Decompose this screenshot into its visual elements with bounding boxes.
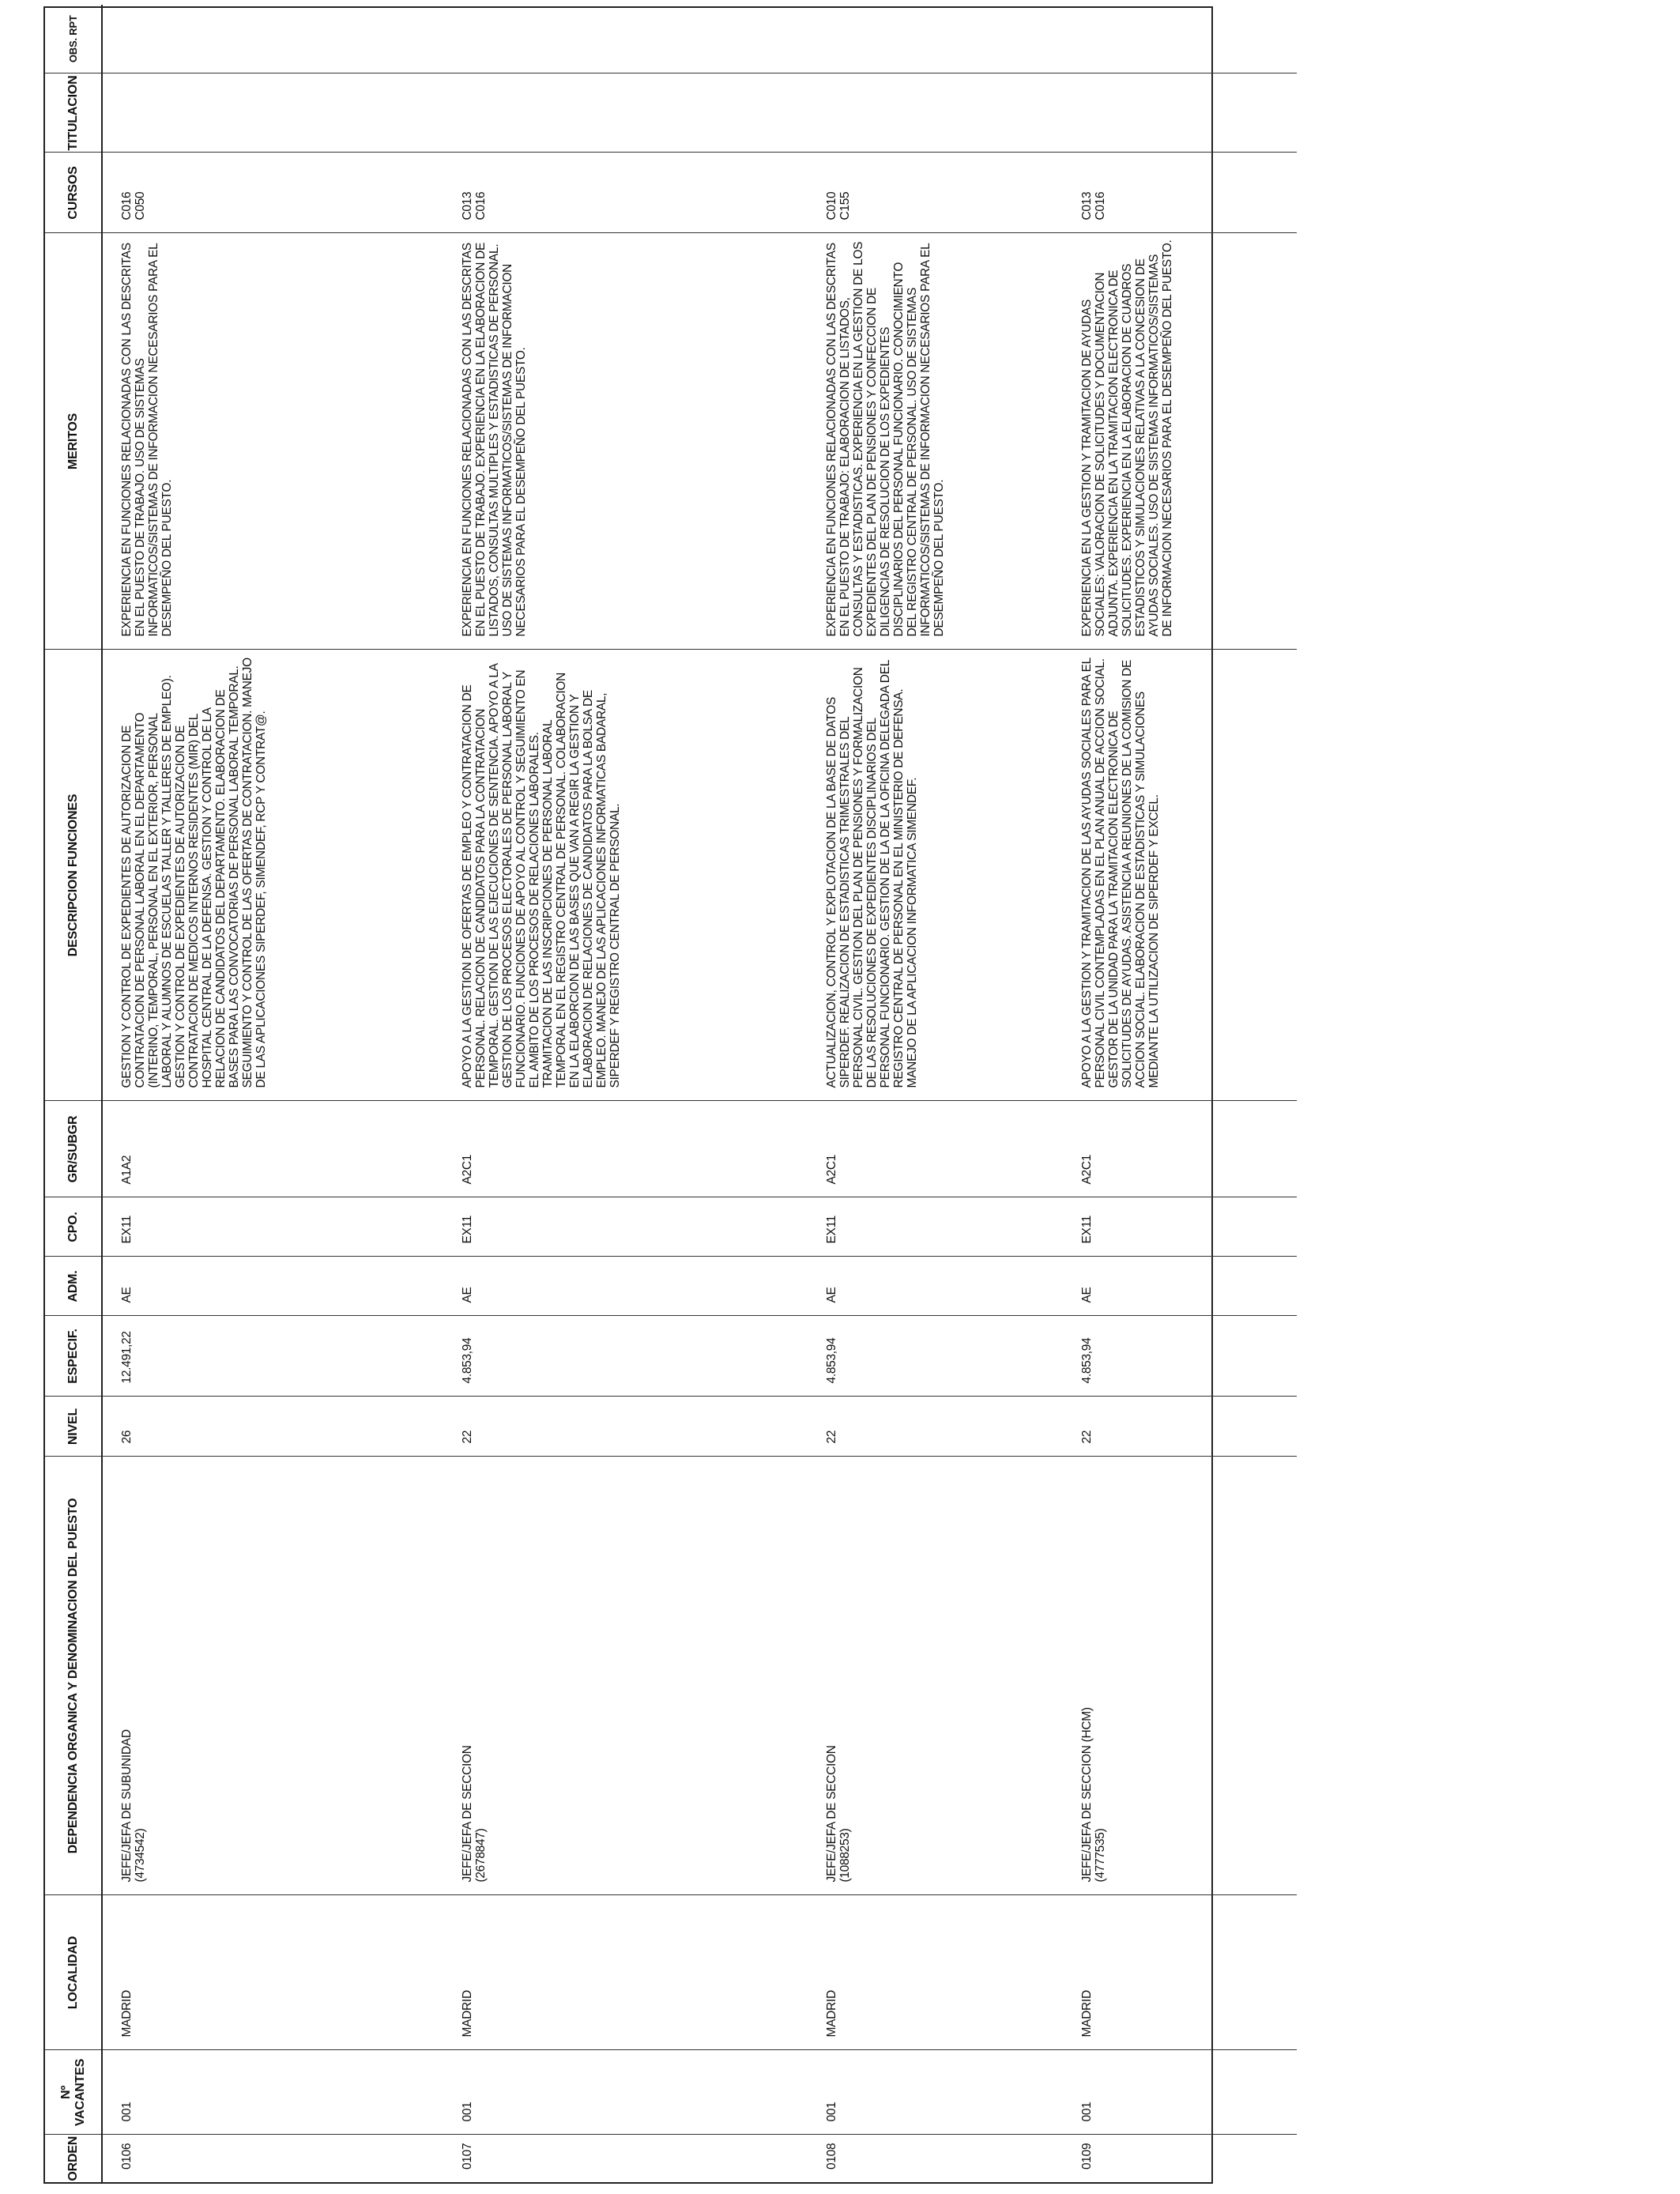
header-vacantes: Nº VACANTES <box>45 2050 102 2135</box>
cell-localidad: MADRID <box>443 1895 808 2050</box>
cell-vacantes: 001 <box>443 2050 808 2135</box>
header-adm: ADM. <box>45 1257 102 1316</box>
header-obs: OBS. RPT <box>45 5 102 74</box>
cell-nivel: 22 <box>808 1397 1063 1457</box>
header-funciones: DESCRIPCION FUNCIONES <box>45 650 102 1101</box>
cell-obs <box>443 5 808 74</box>
course-code: C155 <box>838 191 852 221</box>
cell-grupo: A1A2 <box>102 1101 443 1197</box>
course-code: C050 <box>134 191 147 221</box>
cell-obs <box>808 5 1063 74</box>
cell-funciones: APOYO A LA GESTION Y TRAMITACION DE LAS AYUDAS SOCIALES PARA EL PERSONAL CIVIL CONTEMPLADAS EN EL PLAN ANUAL DE ACCION SOCIAL. GESTOR DE LA UNIDAD PARA LA TRAMITACION ELECTRONICA DE SOLICITUDES DE AYUDAS. ASISTENCIA A REUNIONES DE LA COMISION DE ACCION SOCIAL. ELABORACION DE ESTADISTICAS Y SIMULACIONES MEDIANTE LA UTILIZACION DE SIPERDEF Y EXCEL. <box>1063 650 1297 1101</box>
cell-cursos <box>808 153 1063 233</box>
puesto-name: JEFE/JEFA DE SECCION <box>825 1745 838 1883</box>
puesto-code: (2678847) <box>474 1828 488 1883</box>
course-code: C016 <box>474 191 488 221</box>
cell-grupo: A2C1 <box>443 1101 808 1197</box>
puesto-code: (4734542) <box>134 1828 147 1883</box>
cell-obs <box>102 5 443 74</box>
cell-cpo: EX11 <box>808 1197 1063 1257</box>
course-code: C010 <box>825 191 838 221</box>
header-dependencia: DEPENDENCIA ORGANICA Y DENOMINACION DEL PUESTO <box>45 1457 102 1895</box>
header-grupo: GR/SUBGR <box>45 1101 102 1197</box>
cell-adm: AE <box>808 1257 1063 1316</box>
cell-especif: 4.853,94 <box>443 1316 808 1397</box>
cell-adm: AE <box>443 1257 808 1316</box>
header-orden: ORDEN <box>45 2135 102 2182</box>
cell-puesto <box>1063 1457 1297 1895</box>
cell-puesto <box>443 1457 808 1895</box>
header-nivel: NIVEL <box>45 1397 102 1457</box>
cell-funciones: GESTION Y CONTROL DE EXPEDIENTES DE AUTORIZACION DE CONTRATACION DE PERSONAL LABORAL EN EL DEPARTAMENTO (INTERINO, TEMPORAL, PERSONAL EN EL EXTERIOR, PERSONAL LABORAL Y ALUMNOS DE ESCUELAS TALLER Y TALLERES DE EMPLEO). GESTION Y CONTROL DE EXPEDIENTES DE AUTORIZACION DE CONTRATACION DE MEDICOS INTERNOS RESIDENTES (MIR) DEL HOSPITAL CENTRAL DE LA DEFENSA. GESTION Y CONTROL DE LA RELACION DE CANDIDATOS DEL DEPARTAMENTO. ELABORACION DE BASES PARA LAS CONVOCATORIAS DE PERSONAL LABORAL TEMPORAL. SEGUIMIENTO Y CONTROL DE LAS OFERTAS DE CONTRATACION. MANEJO DE LAS APLICACIONES SIPERDEF, SIMENDEF, RCP Y CONTRAT@. <box>102 650 443 1101</box>
header-titulacion: TITULACION <box>45 74 102 153</box>
course-code: C013 <box>1080 191 1094 221</box>
cell-vacantes: 001 <box>808 2050 1063 2135</box>
vacancy-table <box>45 5 1297 2182</box>
cell-localidad: MADRID <box>102 1895 443 2050</box>
rotated-table-sheet <box>43 6 1213 2184</box>
header-cursos: CURSOS <box>45 153 102 233</box>
cell-funciones: APOYO A LA GESTION DE OFERTAS DE EMPLEO Y CONTRATACION DE PERSONAL. RELACION DE CANDIDATOS PARA LA CONTRATACION TEMPORAL. GESTION DE LAS EJECUCIONES DE SENTENCIA. APOYO A LA GESTION DE LOS PROCESOS ELECTORALES DE PERSONAL LABORAL Y FUNCIONARIO. FUNCIONES DE APOYO AL CONTROL Y SEGUIMIENTO EN EL AMBITO DE LOS PROCESOS DE RELACIONES LABORALES. TRAMITACION DE LAS INSCRIPCIONES DE PERSONAL LABORAL TEMPORAL EN EL REGISTRO CENTRAL DE PERSONAL. COLABORACION EN LA ELABORCION DE LAS BASES QUE VAN A REGIR LA GESTION Y ELABORACION DE RELACIONES DE CANDIDATOS PARA LA BOLSA DE EMPLEO. MANEJO DE LAS APLICACIONES INFORMATICAS BADARAL, SIPERDEF Y REGISTRO CENTRAL DE PERSONAL. <box>443 650 808 1101</box>
cell-cpo: EX11 <box>443 1197 808 1257</box>
cell-especif: 4.853,94 <box>1063 1316 1297 1397</box>
cell-nivel: 26 <box>102 1397 443 1457</box>
course-code: C016 <box>120 191 134 221</box>
header-localidad: LOCALIDAD <box>45 1895 102 2050</box>
cell-orden: 0108 <box>825 2143 838 2169</box>
course-code: C013 <box>461 191 474 221</box>
cell-cpo: EX11 <box>102 1197 443 1257</box>
cell-puesto <box>102 1457 443 1895</box>
cell-nivel: 22 <box>1063 1397 1297 1457</box>
table-row <box>443 5 808 2182</box>
cell-obs <box>1063 5 1297 74</box>
cell-especif: 4.853,94 <box>808 1316 1063 1397</box>
cell-meritos: EXPERIENCIA EN FUNCIONES RELACIONADAS CON LAS DESCRITAS EN EL PUESTO DE TRABAJO. USO DE SISTEMAS INFORMATICOS/SISTEMAS DE INFORMACION NECESARIOS PARA EL DESEMPEÑO DEL PUESTO. <box>102 233 443 650</box>
cell-vacantes: 001 <box>102 2050 443 2135</box>
course-code: C016 <box>1094 191 1107 221</box>
table-row <box>808 5 1063 2182</box>
puesto-code: (4777535) <box>1094 1828 1107 1883</box>
puesto-name: JEFE/JEFA DE SECCION <box>461 1745 474 1883</box>
cell-nivel: 22 <box>443 1397 808 1457</box>
cell-localidad: MADRID <box>1063 1895 1297 2050</box>
cell-cursos <box>443 153 808 233</box>
cell-cursos <box>102 153 443 233</box>
header-cpo: CPO. <box>45 1197 102 1257</box>
table-row <box>1063 5 1297 2182</box>
cell-puesto <box>808 1457 1063 1895</box>
header-row <box>45 5 102 2182</box>
header-especif: ESPECIF. <box>45 1316 102 1397</box>
cell-adm: AE <box>102 1257 443 1316</box>
cell-localidad: MADRID <box>808 1895 1063 2050</box>
puesto-code: (1088253) <box>838 1828 852 1883</box>
puesto-name: JEFE/JEFA DE SUBUNIDAD <box>120 1729 134 1883</box>
cell-orden: 0109 <box>1080 2143 1094 2169</box>
cell-meritos: EXPERIENCIA EN LA GESTION Y TRAMITACION DE AYUDAS SOCIALES: VALORACION DE SOLICITUDES Y DOCUMENTACION ADJUNTA. EXPERIENCIA EN LA TRAMITACION ELECTRONICA DE SOLICITUDES. EXPERIENCIA EN LA ELABORACION DE CUADROS ESTADISTICOS Y SIMULACIONES RELATIVAS A LA CONCESION DE AYUDAS SOCIALES. USO DE SISTEMAS INFORMATICOS/SISTEMAS DE INFORMACION NECESARIOS PARA EL DESEMPEÑO DEL PUESTO. <box>1063 233 1297 650</box>
cell-titulacion <box>443 74 808 153</box>
table-row <box>102 5 443 2182</box>
cell-cursos <box>1063 153 1297 233</box>
cell-grupo: A2C1 <box>808 1101 1063 1197</box>
header-meritos: MERITOS <box>45 233 102 650</box>
cell-grupo: A2C1 <box>1063 1101 1297 1197</box>
cell-orden: 0106 <box>120 2143 134 2169</box>
cell-meritos: EXPERIENCIA EN FUNCIONES RELACIONADAS CON LAS DESCRITAS EN EL PUESTO DE TRABAJO. EXPERIENCIA EN LA ELABORACION DE LISTADOS, CONSULTAS MULTIPLES Y ESTADISTICAS DE PERSONAL. USO DE SISTEMAS INFORMATICOS/SISTEMAS DE INFORMACION NECESARIOS PARA EL DESEMPEÑO DEL PUESTO. <box>443 233 808 650</box>
cell-cpo: EX11 <box>1063 1197 1297 1257</box>
cell-titulacion <box>102 74 443 153</box>
cell-titulacion <box>1063 74 1297 153</box>
cell-adm: AE <box>1063 1257 1297 1316</box>
cell-especif: 12.491,22 <box>102 1316 443 1397</box>
cell-vacantes: 001 <box>1063 2050 1297 2135</box>
cell-orden: 0107 <box>461 2143 474 2169</box>
cell-meritos: EXPERIENCIA EN FUNCIONES RELACIONADAS CON LAS DESCRITAS EN EL PUESTO DE TRABAJO: ELABORACION DE LISTADOS, CONSULTAS Y ESTADISTICAS. EXPERIENCIA EN LA GESTION DE LOS EXPEDIENTES DEL PLAN DE PENSIONES Y CONFECCION DE DILIGENCIAS DE RESOLUCION DE LOS EXPEDIENTES DISCIPLINARIOS DEL PERSONAL FUNCIONARIO. CONOCIMIENTO DEL REGISTRO CENTRAL DE PERSONAL. USO DE SISTEMAS INFORMATICOS/SISTEMAS DE INFORMACION NECESARIOS PARA EL DESEMPEÑO DEL PUESTO. <box>808 233 1063 650</box>
puesto-name: JEFE/JEFA DE SECCION (HCM) <box>1080 1707 1094 1883</box>
cell-funciones: ACTUALIZACION, CONTROL Y EXPLOTACION DE LA BASE DE DATOS SIPERDEF. REALIZACION DE ESTADISTICAS TRIMESTRALES DEL PERSONAL CIVIL. GESTION DEL PLAN DE PENSIONES Y FORMALIZACION DE LAS RESOLUCIONES DE EXPEDIENTES DISCIPLINARIOS DEL PERSONAL FUNCIONARIO. GESTION DE LA DE LA OFICINA DELEGADA DEL REGISTRO CENTRAL DE PERSONAL EN EL MINISTERIO DE DEFENSA. MANEJO DE LA APLICACION INFORMATICA SIMENDEF. <box>808 650 1063 1101</box>
cell-titulacion <box>808 74 1063 153</box>
